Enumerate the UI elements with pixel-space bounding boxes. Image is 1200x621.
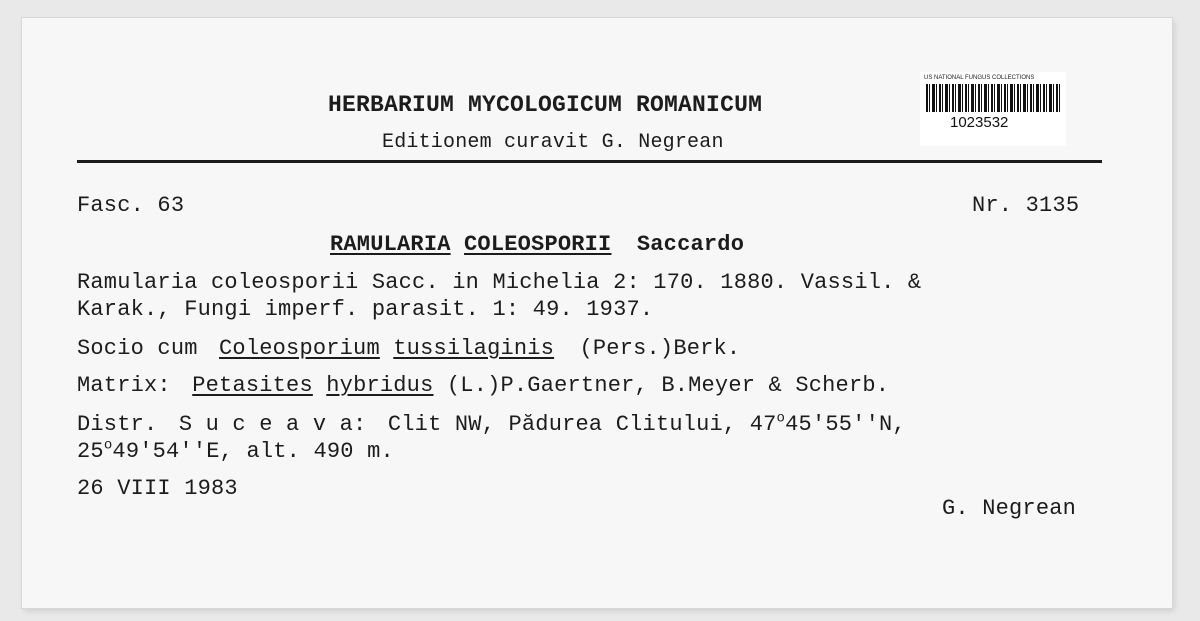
barcode-caption: US NATIONAL FUNGUS COLLECTIONS [924,75,1035,81]
species-heading [330,232,744,258]
citation-line-1: Ramularia coleosporii Sacc. in Michelia 2: 170. 1880. Vassil. & [77,270,922,295]
barcode-icon [926,84,1060,112]
distribution-line-1 [77,412,906,438]
socio-author: (Pers.)Berk. [579,336,741,361]
socio-genus: Coleosporium [219,336,380,361]
matrix-prefix: Matrix: [77,373,171,398]
matrix-author: (L.)P.Gaertner, B.Meyer & Scherb. [446,373,890,398]
longitude-degrees: 25 [77,439,104,464]
distribution-region: S u c e a v a: [178,412,367,437]
distribution-line-2 [77,439,394,465]
specimen-number: Nr. 3135 [972,193,1080,218]
matrix-epithet: hybridus [326,373,434,398]
degree-sign: o [776,410,786,427]
citation-line-2: Karak., Fungi imperf. parasit. 1: 49. 1937. [77,297,654,322]
socio-prefix: Socio cum [77,336,198,361]
distribution-prefix: Distr. [77,412,158,437]
longitude-rest: 49'54''E, alt. 490 m. [112,439,394,464]
species-author: Saccardo [636,232,745,257]
barcode-number: 1023532 [950,114,1009,131]
fascicle-number: Fasc. 63 [77,193,185,218]
herbarium-label [22,18,1172,608]
matrix-genus: Petasites [192,373,313,398]
collection-date: 26 VIII 1983 [77,476,238,501]
latitude-rest: 45'55''N, [785,412,906,437]
header-divider [77,160,1102,163]
degree-sign: o [103,437,113,454]
species-genus: RAMULARIA [330,232,451,257]
socio-epithet: tussilaginis [393,336,555,361]
herbarium-title: HERBARIUM MYCOLOGICUM ROMANICUM [328,92,763,118]
editor-line: Editionem curavit G. Negrean [382,131,724,154]
socio-line [77,336,740,362]
distribution-locality: Clit NW, Pădurea Clitului, 47 [387,412,777,437]
matrix-line [77,373,889,399]
barcode-label [920,72,1066,146]
collector-name: G. Negrean [942,496,1077,521]
species-epithet: COLEOSPORII [464,232,612,257]
